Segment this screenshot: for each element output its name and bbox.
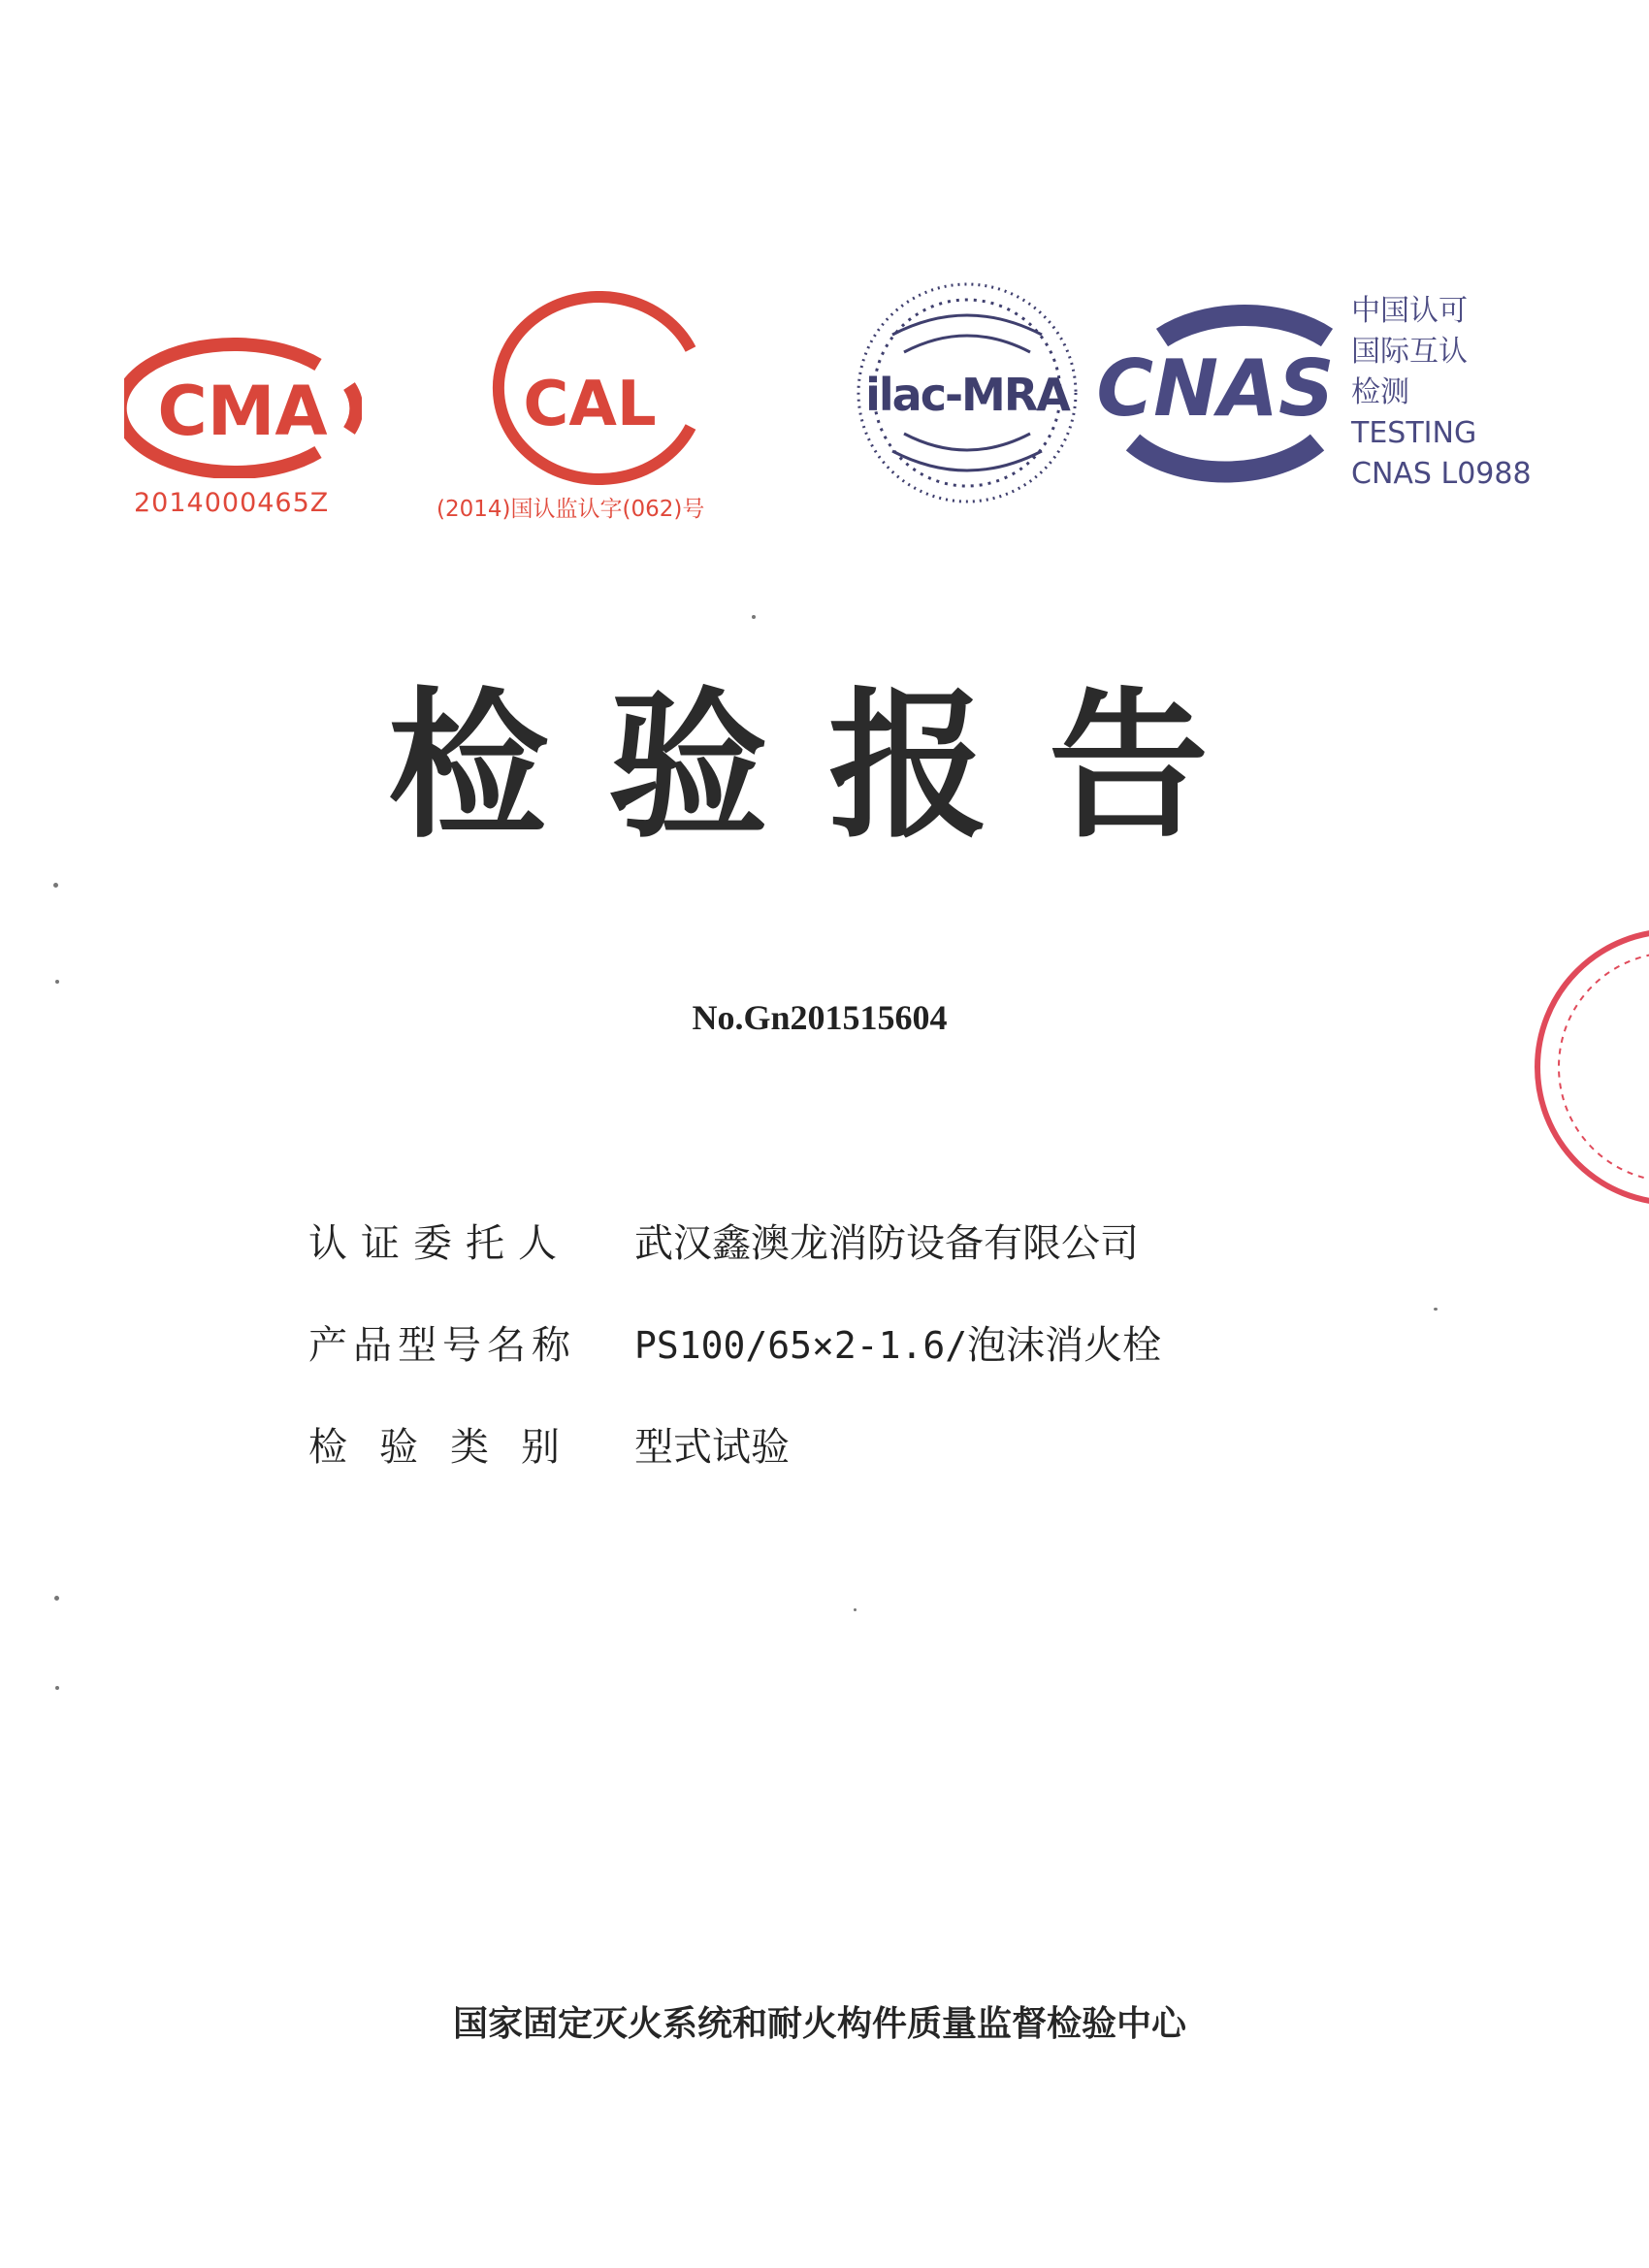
cnas-logo: [1094, 299, 1342, 483]
client-label: 认证委托人: [308, 1221, 570, 1266]
cnas-line-1: 中国认可: [1351, 294, 1468, 328]
report-number: No.Gn201515604: [692, 998, 948, 1037]
scan-speck: [55, 980, 59, 984]
cma-mark-text: CMA: [157, 372, 328, 451]
scan-speck: [53, 883, 58, 888]
cnas-line-4: TESTING: [1351, 416, 1477, 450]
cnas-accreditation-text: [1351, 291, 1532, 495]
cal-logo: [485, 291, 710, 485]
scan-speck: [854, 1608, 857, 1611]
cma-certificate-code: 2014000465Z: [134, 488, 330, 518]
scan-speck: [752, 615, 756, 619]
cma-logo: [124, 338, 362, 478]
cal-mark-text: CAL: [523, 369, 657, 440]
report-title: 检验报告: [388, 673, 1269, 859]
cnas-line-3: 检测: [1351, 375, 1409, 409]
cnas-line-2: 国际互认: [1351, 335, 1468, 369]
cnas-line-5: CNAS L0988: [1351, 457, 1532, 491]
ilac-mark-text: ilac-MRA: [865, 369, 1069, 421]
official-seal-stamp: [1528, 922, 1649, 1213]
product-name: 泡沫消火栓: [967, 1323, 1162, 1368]
inspection-type-label: 检验类别: [308, 1425, 592, 1470]
scan-speck: [1434, 1308, 1438, 1311]
cnas-mark-text: CNAS: [1096, 343, 1335, 434]
inspection-type-value: 型式试验: [634, 1425, 790, 1470]
ilac-mra-logo: [854, 276, 1082, 509]
product-label: 产品型号名称: [308, 1323, 576, 1368]
product-model: PS100/65×2-1.6/: [634, 1324, 968, 1367]
client-value: 武汉鑫澳龙消防设备有限公司: [634, 1221, 1139, 1266]
issuing-organization: 国家固定灭火系统和耐火构件质量监督检验中心: [452, 2004, 1186, 2044]
scan-speck: [55, 1686, 59, 1690]
scan-speck: [54, 1596, 59, 1601]
cal-certificate-code: (2014)国认监认字(062)号: [436, 497, 705, 522]
product-value: [634, 1316, 1161, 1375]
